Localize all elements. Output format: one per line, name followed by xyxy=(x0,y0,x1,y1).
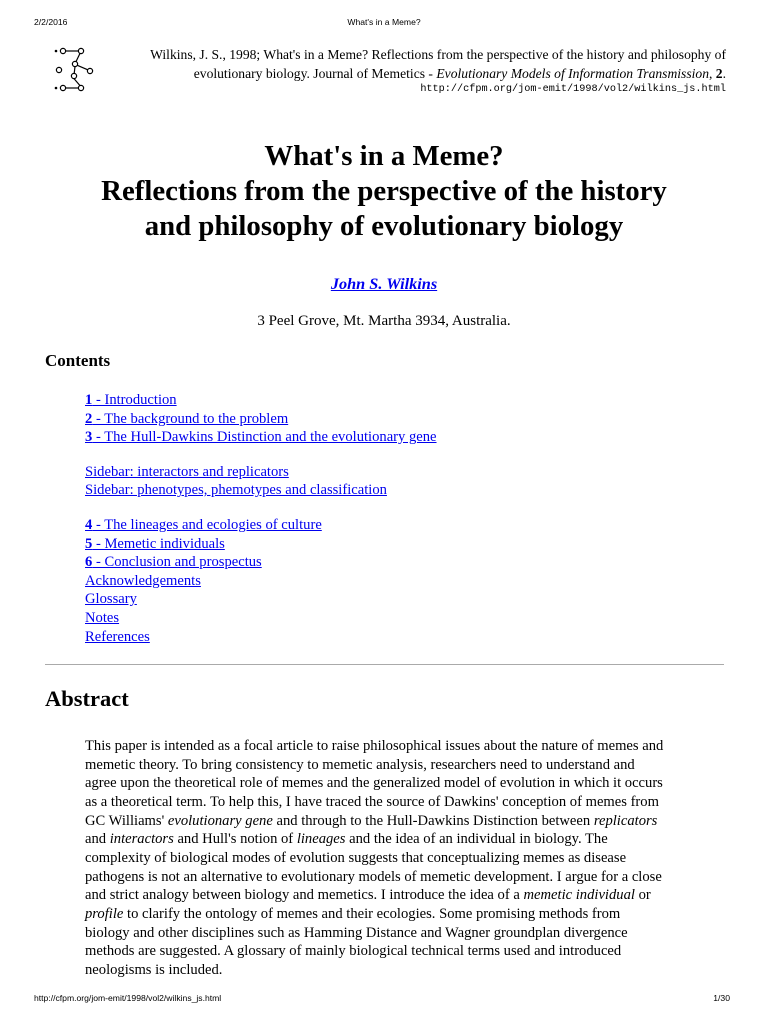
toc-link-acknowledgements[interactable]: Acknowledgements xyxy=(85,572,201,589)
print-title: What's in a Meme? xyxy=(347,17,421,27)
abstract-text-run: memetic theory. To bring consistency to memetic analysis, researchers need to understand and xyxy=(85,756,635,773)
title-line-2: Reflections from the perspective of the history xyxy=(101,175,667,207)
toc-item-sidebar-interactors xyxy=(85,463,437,482)
title-line-3: and philosophy of evolutionary biology xyxy=(144,210,624,242)
print-date: 2/2/2016 xyxy=(34,17,68,27)
toc-link-1[interactable]: 1 - Introduction xyxy=(85,392,177,408)
abstract-italic-term: memetic individual xyxy=(523,887,635,904)
author-address: 3 Peel Grove, Mt. Martha 3934, Australia. xyxy=(257,313,511,329)
toc-link-6[interactable]: 6 - Conclusion and prospectus xyxy=(85,554,262,571)
abstract-heading: Abstract xyxy=(45,686,129,711)
abstract-text-run: as a theoretical term. To help this, I have traced the source of Dawkins' conception of memes from xyxy=(85,793,659,810)
citation-journal: Evolutionary Models of Information Transmission xyxy=(436,66,709,81)
abstract-text-run: biology and other disciplines such as Hamming Distance and Wagner groundplan divergence xyxy=(85,924,628,941)
abstract-text-run: agree upon the theoretical role of memes and the generalized model of evolution in which it occurs xyxy=(85,775,663,792)
abstract-text-run: neologisms is included. xyxy=(85,961,223,978)
citation-end: . xyxy=(722,66,726,81)
citation-line-1: Wilkins, J. S., 1998; What's in a Meme? Reflections from the perspective of the history and philosophy of xyxy=(150,47,726,62)
toc-item-memetic-individuals xyxy=(85,535,437,554)
abstract-line xyxy=(85,774,730,793)
contents-heading: Contents xyxy=(45,351,111,370)
abstract-text xyxy=(85,737,730,980)
abstract-text-run: and strict analogy between biology and memetics. I introduce the idea of a xyxy=(85,887,524,904)
abstract-line xyxy=(85,886,730,905)
abstract-line xyxy=(85,849,730,868)
toc-item-introduction xyxy=(85,391,437,410)
abstract-italic-term: profile xyxy=(85,905,124,922)
toc-link-3[interactable]: 3 - The Hull-Dawkins Distinction and the evolutionary gene xyxy=(85,429,437,446)
toc-link-notes[interactable]: Notes xyxy=(85,609,120,626)
abstract-line xyxy=(85,961,730,980)
abstract-italic-term: evolutionary gene xyxy=(167,812,273,829)
toc-item-conclusion xyxy=(85,553,437,572)
abstract-text-run: and through to the Hull-Dawkins Distinction between xyxy=(272,812,594,829)
toc-link-4[interactable]: 4 - The lineages and ecologies of culture xyxy=(85,516,322,533)
author xyxy=(0,274,768,294)
abstract-text-run: pathogens is not an alternative to evolutionary models of memetic development. I argue for a close xyxy=(85,868,662,885)
toc-item-background xyxy=(85,410,437,429)
toc-item-notes xyxy=(85,609,437,628)
divider xyxy=(45,664,724,665)
abstract-line xyxy=(85,756,730,775)
abstract-line xyxy=(85,868,730,887)
abstract-text-run: or xyxy=(634,887,651,904)
abstract-text-run: and the idea of an individual in biology. The xyxy=(345,831,608,848)
abstract-line xyxy=(85,812,730,831)
title-line-1: What's in a Meme? xyxy=(264,140,504,172)
abstract-italic-term: lineages xyxy=(296,831,346,848)
toc-item-references xyxy=(85,628,437,647)
abstract-text-run: and Hull's notion of xyxy=(173,831,297,848)
abstract-text-run: to clarify the ontology of memes and their ecologies. Some promising methods from xyxy=(123,905,621,922)
table-of-contents xyxy=(85,391,437,646)
toc-link-sidebar-1[interactable]: Sidebar: interactors and replicators xyxy=(85,463,289,480)
abstract-line xyxy=(85,793,730,812)
toc-spacer xyxy=(85,500,437,516)
toc-spacer xyxy=(85,447,437,463)
citation-volume: 2 xyxy=(715,66,723,81)
toc-link-glossary[interactable]: Glossary xyxy=(85,591,137,608)
citation xyxy=(110,45,726,97)
abstract-text-run: methods are suggested. A glossary of mainly biological technical terms used and introduced xyxy=(85,943,622,960)
citation-url: http://cfpm.org/jom-emit/1998/vol2/wilkins_js.html xyxy=(420,84,726,95)
toc-item-sidebar-phenotypes xyxy=(85,481,437,500)
abstract-text-run: This paper is intended as a focal article to raise philosophical issues about the nature of memes and xyxy=(85,738,664,754)
abstract-line xyxy=(85,942,730,961)
abstract-line xyxy=(85,905,730,924)
footer-url: http://cfpm.org/jom-emit/1998/vol2/wilkins_js.html xyxy=(34,993,222,1003)
abstract-line xyxy=(85,737,730,756)
toc-item-hull-dawkins xyxy=(85,428,437,447)
toc-item-lineages xyxy=(85,516,437,535)
abstract-line xyxy=(85,830,730,849)
abstract-text-run: and xyxy=(85,831,110,848)
toc-link-2[interactable]: 2 - The background to the problem xyxy=(85,410,289,427)
toc-link-references[interactable]: References xyxy=(85,628,150,645)
journal-logo-icon xyxy=(50,45,94,95)
abstract-text-run: GC Williams' xyxy=(85,812,168,829)
toc-item-acknowledgements xyxy=(85,572,437,591)
footer-page-number: 1/30 xyxy=(713,993,730,1003)
toc-link-5[interactable]: 5 - Memetic individuals xyxy=(85,535,225,552)
toc-link-sidebar-2[interactable]: Sidebar: phenotypes, phemotypes and classification xyxy=(85,482,387,499)
citation-line-2-text: evolutionary biology. Journal of Memetics - xyxy=(193,66,437,81)
abstract-line xyxy=(85,924,730,943)
abstract-italic-term: replicators xyxy=(593,812,658,829)
author-link[interactable]: John S. Wilkins xyxy=(330,274,438,293)
abstract-text-run: complexity of biological modes of evolution suggests that conceptualizing memes as disease xyxy=(85,849,627,866)
citation-separator: , xyxy=(709,66,716,81)
abstract-italic-term: interactors xyxy=(109,831,174,848)
toc-item-glossary xyxy=(85,590,437,609)
page-title xyxy=(0,139,768,244)
